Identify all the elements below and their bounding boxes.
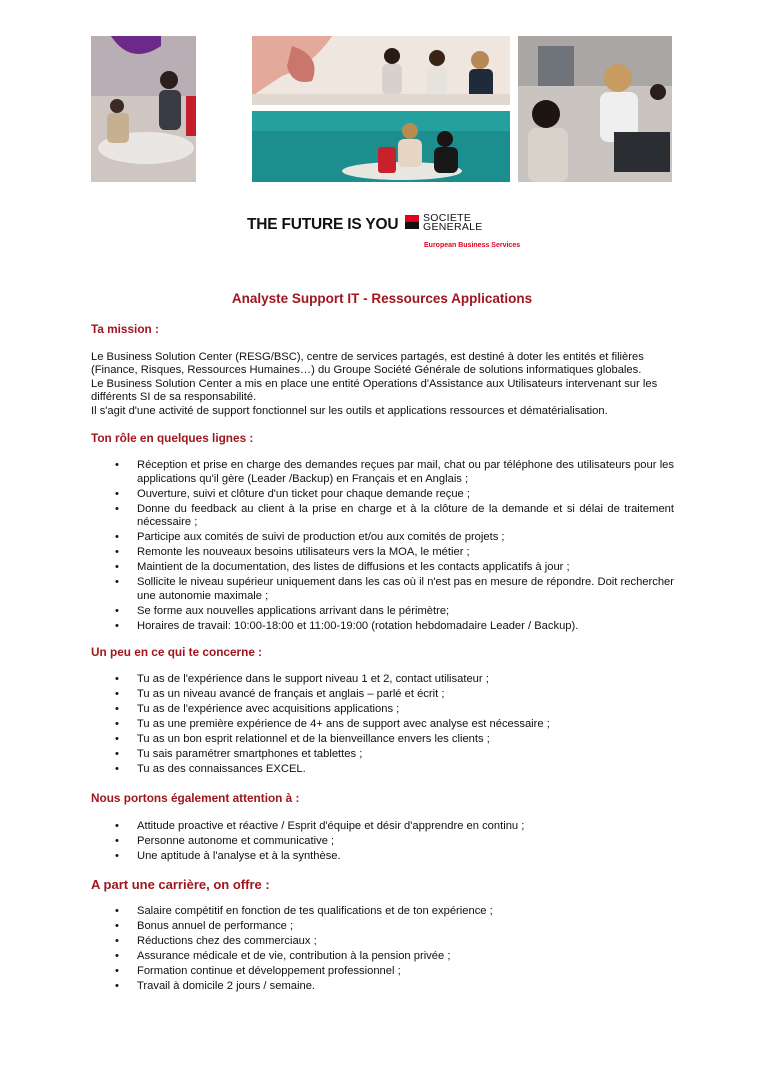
brand-header — [247, 212, 547, 256]
office-meeting-photo — [91, 36, 196, 182]
mission-paragraph: Le Business Solution Center (RESG/BSC), centre de services partagés, est destiné à doter les entités et filières (Finance, Risques, Ressources Humaines…) du Groupe Société Générale de solutions informatiques globales. — [91, 350, 644, 377]
division-name: European Business Services — [424, 242, 521, 249]
list-item: • Une aptitude à l'analyse et à la synthèse. — [137, 850, 674, 864]
team-discussion-photo — [252, 36, 510, 105]
white-gap — [202, 36, 246, 182]
company-name-line1: SOCIETE — [423, 212, 472, 224]
list-item: • Tu as un niveau avancé de français et anglais – parlé et écrit ; — [137, 688, 674, 702]
list-item: • Sollicite le niveau supérieur uniquement dans les cas où il n'est pas en mesure de répondre. Doit rechercher une autonomie maximale ; — [137, 576, 674, 603]
list-item: • Tu as des connaissances EXCEL. — [137, 763, 674, 777]
list-item: • Participe aux comités de suivi de production et/ou aux comités de projets ; — [137, 531, 674, 545]
mission-paragraph: Il s'agit d'une activité de support fonctionnel sur les outils et applications ressources et dématérialisation. — [91, 404, 608, 417]
job-description — [91, 323, 674, 995]
list-item: • Horaires de travail: 10:00-18:00 et 11:00-19:00 (rotation hebdomadaire Leader / Backup). — [137, 620, 674, 634]
teal-room-photo — [252, 111, 510, 182]
list-item: • Tu sais paramétrer smartphones et tablettes ; — [137, 748, 674, 762]
list-item: • Travail à domicile 2 jours / semaine. — [137, 980, 674, 994]
offer-list — [91, 905, 674, 994]
profile-list — [91, 673, 674, 777]
list-item: • Tu as de l'expérience dans le support niveau 1 et 2, contact utilisateur ; — [137, 673, 674, 687]
profile-heading: Un peu en ce qui te concerne : — [91, 644, 263, 659]
job-title: Analyste Support IT - Ressources Applications — [231, 291, 533, 306]
societe-generale-logo-icon — [405, 215, 419, 229]
office-desk-photo — [518, 36, 672, 182]
list-item: • Bonus annuel de performance ; — [137, 920, 674, 934]
company-name-line2: GENERALE — [423, 221, 483, 233]
company-name — [423, 214, 483, 232]
list-item: • Tu as une première expérience de 4+ ans de support avec analyse est nécessaire ; — [137, 718, 674, 732]
list-item: • Assurance médicale et de vie, contribution à la pension privée ; — [137, 950, 674, 964]
list-item: • Se forme aux nouvelles applications arrivant dans le périmètre; — [137, 605, 674, 619]
list-item: • Remonte les nouveaux besoins utilisateurs vers la MOA, le métier ; — [137, 546, 674, 560]
list-item: • Personne autonome et communicative ; — [137, 835, 674, 849]
list-item: • Réception et prise en charge des demandes reçues par mail, chat ou par téléphone des utilisateurs pour les applications qu'il gère (Leader /Backup) en Français et en Anglais ; — [137, 459, 674, 486]
list-item: • Réductions chez des commerciaux ; — [137, 935, 674, 949]
mission-paragraph: Le Business Solution Center a mis en place une entité Operations d'Assistance aux Utilisateurs intervenant sur les différents SI de sa responsabilité. — [91, 377, 658, 404]
attention-heading: Nous portons également attention à : — [91, 791, 300, 806]
attention-list — [91, 820, 674, 864]
list-item: • Tu as de l'expérience avec acquisitions applications ; — [137, 703, 674, 717]
list-item: • Ouverture, suivi et clôture d'un ticket pour chaque demande reçue ; — [137, 488, 674, 502]
offer-heading: A part une carrière, on offre : — [91, 876, 270, 892]
list-item: • Formation continue et développement professionnel ; — [137, 965, 674, 979]
list-item: • Maintient de la documentation, des listes de diffusions et les contacts applicatifs à jour ; — [137, 561, 674, 575]
role-list — [91, 459, 674, 633]
list-item: • Tu as un bon esprit relationnel et de la bienveillance envers les clients ; — [137, 733, 674, 747]
list-item: • Donne du feedback au client à la prise en charge et à la clôture de la demande et si délai de traitement nécessaire ; — [137, 503, 674, 530]
role-heading: Ton rôle en quelques lignes : — [91, 430, 254, 445]
mission-heading: Ta mission : — [91, 322, 159, 336]
list-item: • Salaire compétitif en fonction de tes qualifications et de ton expérience ; — [137, 905, 674, 919]
brand-slogan: THE FUTURE IS YOU — [247, 216, 399, 233]
photo-collage — [91, 36, 672, 182]
list-item: • Attitude proactive et réactive / Esprit d'équipe et désir d'apprendre en continu ; — [137, 820, 674, 834]
